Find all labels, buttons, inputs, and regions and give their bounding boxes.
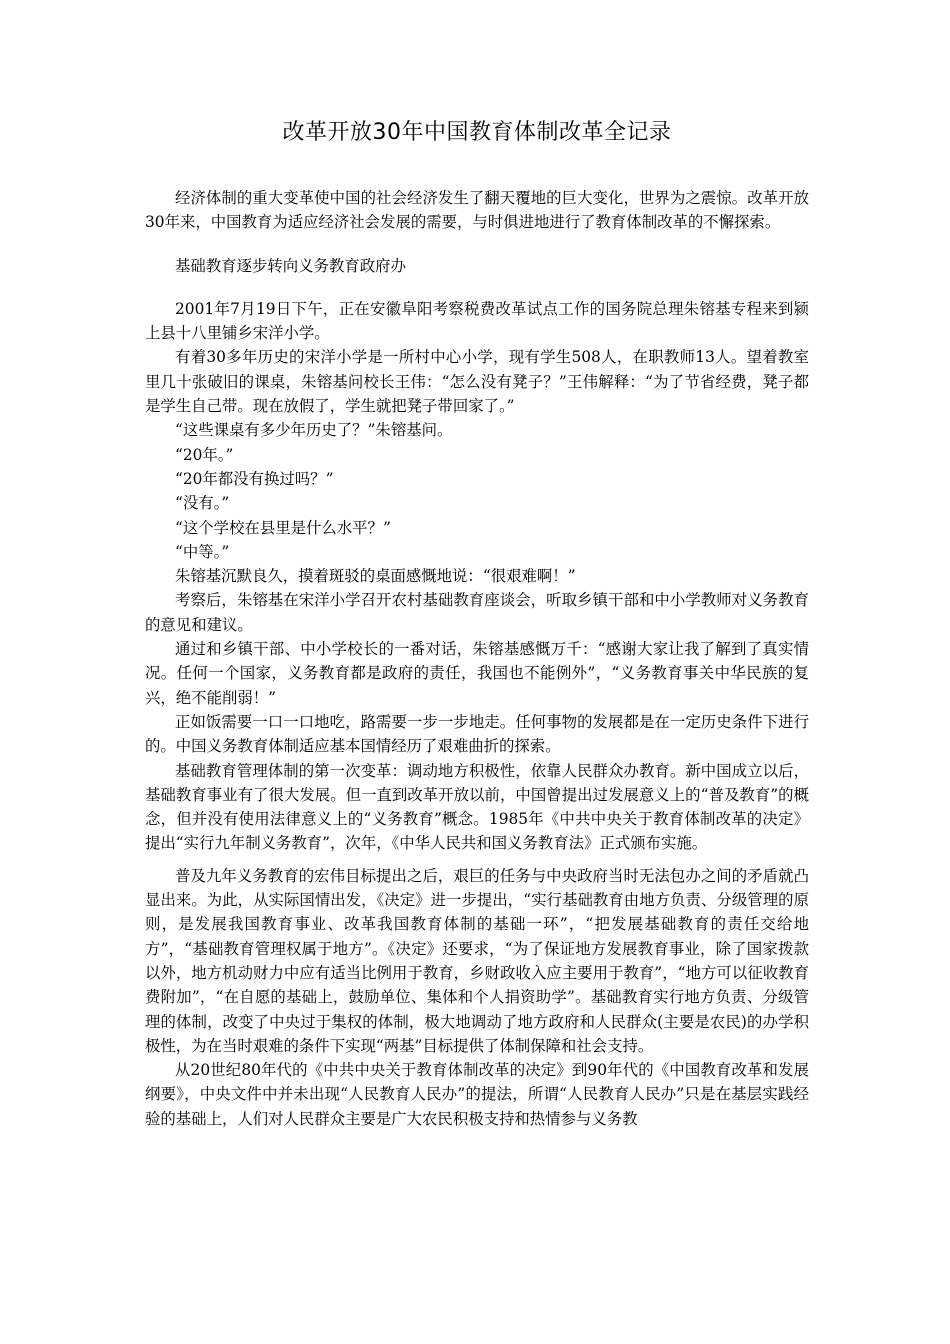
body-paragraph: 正如饭需要一口一口地吃，路需要一步一步地走。任何事物的发展都是在一定历史条件下进行的。中国义务教育体制适应基本国情经历了艰难曲折的探索。: [145, 712, 809, 756]
body-paragraph: 朱镕基沉默良久，摸着斑驳的桌面感慨地说：“很艰难啊！”: [175, 567, 576, 586]
document-page: [145, 0, 809, 1344]
body-paragraph: 普及九年义务教育的宏伟目标提出之后，艰巨的任务与中央政府当时无法包办之间的矛盾就凸显出来。为此，从实际国情出发，《决定》进一步提出，“实行基础教育由地方负责、分级管理的原则，是发展我国教育事业、改革我国教育体制的基础一环”，“把发展基础教育的责任交给地方”，“基础教育管理权属于地方”。《决定》还要求，“为了保证地方发展教育事业，除了国家拨款以外，地方机动财力中应有适当比例用于教育，乡财政收入应主要用于教育”，“地方可以征收教育费附加”，“在自愿的基础上，鼓励单位、集体和个人捐资助学”。基础教育实行地方负责、分级管理的体制，改变了中央过于集权的体制，极大地调动了地方政府和人民群众(主要是农民)的办学积极性，为在当时艰难的条件下实现“两基”目标提供了体制保障和社会支持。: [145, 866, 809, 1055]
document-title: 改革开放30年中国教育体制改革全记录: [282, 120, 672, 145]
dialogue-line: “中等。”: [175, 542, 230, 561]
dialogue-line: “这些课桌有多少年历史了？”朱镕基问。: [175, 421, 453, 440]
body-paragraph: 2001年7月19日下午，正在安徽阜阳考察税费改革试点工作的国务院总理朱镕基专程来到颍上县十八里铺乡宋洋小学。: [145, 299, 809, 343]
dialogue-line: “没有。”: [175, 494, 230, 513]
body-paragraph: 通过和乡镇干部、中小学校长的一番对话，朱镕基感慨万千：“感谢大家让我了解到了真实情况。任何一个国家，义务教育都是政府的责任，我国也不能例外”，“义务教育事关中华民族的复兴，绝不能削弱！”: [145, 640, 809, 707]
document-body: [145, 186, 809, 1131]
body-paragraph: 基础教育管理体制的第一次变革：调动地方积极性，依靠人民群众办教育。新中国成立以后，基础教育事业有了很大发展。但一直到改革开放以前，中国曾提出过发展意义上的“普及教育”的概念，但并没有使用法律意义上的“义务教育”概念。1985年《中共中央关于教育体制改革的决定》提出“实行九年制义务教育”，次年，《中华人民共和国义务教育法》正式颁布实施。: [145, 761, 809, 853]
body-paragraph: 从20世纪80年代的《中共中央关于教育体制改革的决定》到90年代的《中国教育改革和发展纲要》，中央文件中并未出现“人民教育人民办”的提法，所谓“人民教育人民办”只是在基层实践经验的基础上，人们对人民群众主要是广大农民积极支持和热情参与义务教: [145, 1061, 809, 1128]
intro-paragraph: 经济体制的重大变革使中国的社会经济发生了翻天覆地的巨大变化，世界为之震惊。改革开放30年来，中国教育为适应经济社会发展的需要，与时俱进地进行了教育体制改革的不懈探索。: [145, 189, 809, 232]
dialogue-line: “20年。”: [175, 445, 234, 464]
body-paragraph: 有着30多年历史的宋洋小学是一所村中心小学，现有学生508人，在职教师13人。望着教室里几十张破旧的课桌，朱镕基问校长王伟：“怎么没有凳子？”王伟解释：“为了节省经费，凳子都是学生自己带。现在放假了，学生就把凳子带回家了。”: [145, 348, 809, 416]
body-paragraph: 考察后，朱镕基在宋洋小学召开农村基础教育座谈会，听取乡镇干部和中小学教师对义务教育的意见和建议。: [145, 591, 809, 634]
dialogue-line: “20年都没有换过吗？”: [175, 469, 334, 488]
dialogue-line: “这个学校在县里是什么水平？”: [175, 518, 391, 537]
section-heading: 基础教育逐步转向义务教育政府办: [175, 256, 406, 275]
